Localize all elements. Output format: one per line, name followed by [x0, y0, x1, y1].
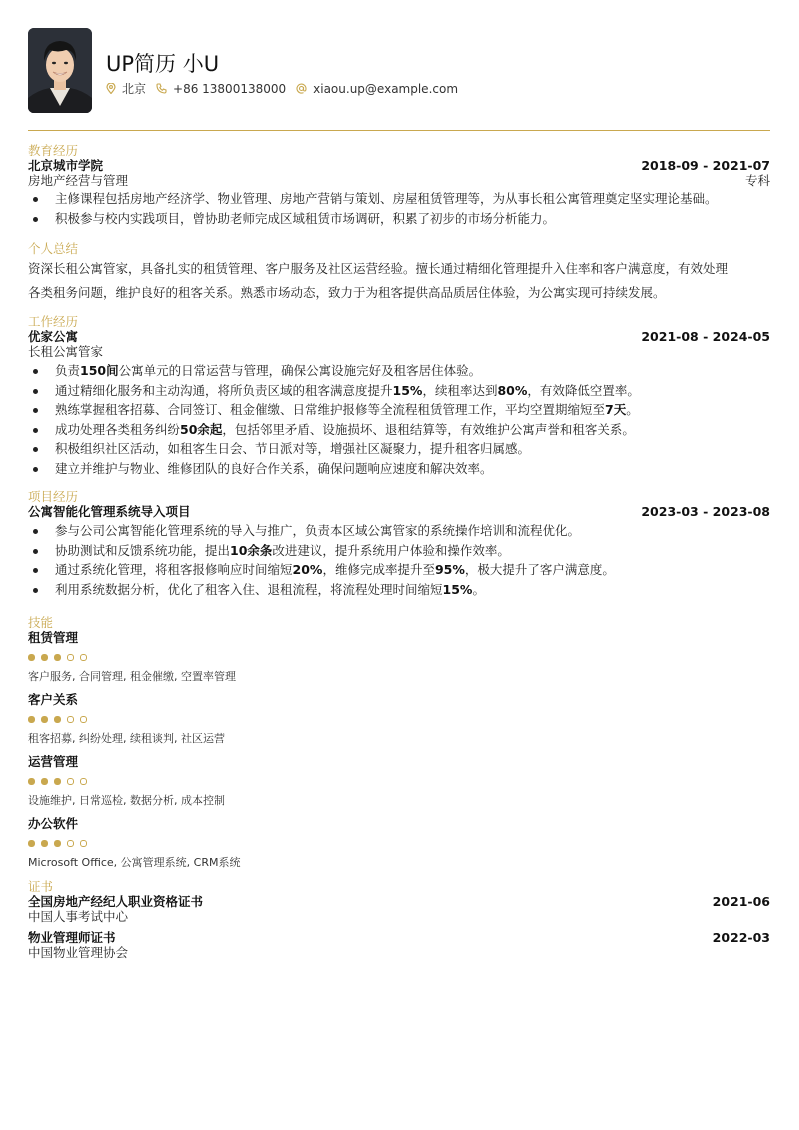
bullet-item: 协助测试和反馈系统功能，提出10余条改进建议，提升系统用户体验和操作效率。	[28, 541, 770, 561]
bullet-item: 积极组织社区活动，如租客生日会、节日派对等，增强社区凝聚力，提升租客归属感。	[28, 439, 770, 459]
skill-level-dots	[28, 645, 770, 669]
skill-name: 办公软件	[28, 816, 79, 831]
contact-phone	[156, 82, 286, 96]
work-entry-sub	[28, 344, 770, 359]
skill-dot-filled	[54, 778, 61, 785]
project-entry-header	[28, 504, 770, 519]
skill-dot-empty	[80, 654, 87, 661]
company-name: 优家公寓	[28, 329, 79, 344]
summary-text	[28, 257, 770, 305]
education-bullets	[28, 189, 770, 228]
skills-section	[28, 616, 770, 878]
skill-dot-filled	[54, 716, 61, 723]
location-text: 北京	[122, 82, 147, 96]
skill-dot-filled	[28, 840, 35, 847]
education-section	[28, 144, 770, 228]
education-date: 2018-09 - 2021-07	[641, 158, 770, 173]
skill-level-dots	[28, 707, 770, 731]
education-entry-header	[28, 158, 770, 173]
skill-dot-filled	[28, 654, 35, 661]
contact-email[interactable]	[296, 82, 458, 96]
skills-list	[28, 630, 770, 878]
skill-name: 运营管理	[28, 754, 79, 769]
skill-dot-filled	[28, 778, 35, 785]
summary-heading: 个人总结	[28, 241, 79, 256]
bullet-item: 通过系统化管理，将租客报修响应时间缩短20%，维修完成率提升至95%，极大提升了客户满意度。	[28, 560, 770, 580]
contact-info	[106, 80, 468, 97]
skill-dot-filled	[54, 840, 61, 847]
bullet-item: 通过精细化服务和主动沟通，将所负责区域的租客满意度提升15%，续租率达到80%，有效降低空置率。	[28, 381, 770, 401]
summary-section	[28, 242, 770, 305]
skill-item	[28, 754, 770, 816]
certificate-header	[28, 930, 770, 945]
skill-item	[28, 692, 770, 754]
skill-keywords: 设施维护, 日常巡检, 数据分析, 成本控制	[28, 794, 225, 807]
skill-dot-filled	[41, 840, 48, 847]
skill-name: 租赁管理	[28, 630, 79, 645]
certificate-date: 2022-03	[712, 930, 770, 945]
skill-dot-filled	[41, 654, 48, 661]
work-heading: 工作经历	[28, 314, 79, 329]
certificate-date: 2021-06	[712, 894, 770, 909]
project-date: 2023-03 - 2023-08	[641, 504, 770, 519]
candidate-name: UP简历 小U	[106, 52, 220, 76]
job-role: 长租公寓管家	[28, 344, 104, 359]
skill-dot-empty	[80, 840, 87, 847]
project-name: 公寓智能化管理系统导入项目	[28, 504, 191, 519]
education-heading: 教育经历	[28, 143, 79, 158]
school-name: 北京城市学院	[28, 158, 104, 173]
skill-keywords: 客户服务, 合同管理, 租金催缴, 空置率管理	[28, 670, 236, 683]
avatar-photo	[28, 28, 92, 113]
projects-heading: 项目经历	[28, 489, 79, 504]
project-bullets	[28, 521, 770, 599]
skill-dot-filled	[28, 716, 35, 723]
contact-location	[106, 80, 146, 97]
map-pin-icon	[106, 83, 116, 94]
header-divider	[28, 130, 770, 131]
degree: 专科	[744, 173, 770, 188]
certificate-name: 全国房地产经纪人职业资格证书	[28, 894, 204, 909]
certificate-issuer: 中国人事考试中心	[28, 909, 129, 924]
skill-item	[28, 816, 770, 878]
skill-dot-empty	[80, 716, 87, 723]
summary-line: 各类租务问题，维护良好的租客关系。熟悉市场动态，致力于为租客提供高品质居住体验，为公寓实现可持续发展。	[28, 285, 666, 300]
avatar	[28, 28, 92, 113]
skill-dot-empty	[67, 778, 74, 785]
skill-dot-empty	[80, 778, 87, 785]
bullet-item: 积极参与校内实践项目，曾协助老师完成区域租赁市场调研，积累了初步的市场分析能力。	[28, 209, 770, 229]
work-bullets	[28, 361, 770, 479]
education-entry-sub	[28, 173, 770, 188]
bullet-item: 参与公司公寓智能化管理系统的导入与推广，负责本区域公寓管家的系统操作培训和流程优化。	[28, 521, 770, 541]
skill-item	[28, 630, 770, 692]
bullet-item: 负责150间公寓单元的日常运营与管理，确保公寓设施完好及租客居住体验。	[28, 361, 770, 381]
skill-name: 客户关系	[28, 692, 79, 707]
skills-heading: 技能	[28, 615, 54, 630]
skill-dot-filled	[41, 716, 48, 723]
work-section	[28, 315, 770, 479]
email-link[interactable]: xiaou.up@example.com	[313, 81, 459, 96]
certificate-name: 物业管理师证书	[28, 930, 116, 945]
bullet-item: 建立并维护与物业、维修团队的良好合作关系，确保问题响应速度和解决效率。	[28, 459, 770, 479]
skill-dot-empty	[67, 654, 74, 661]
skill-dot-empty	[67, 840, 74, 847]
projects-section	[28, 490, 770, 599]
major: 房地产经营与管理	[28, 173, 129, 188]
skill-dot-filled	[54, 654, 61, 661]
bullet-item: 熟练掌握租客招募、合同签订、租金催缴、日常维护报修等全流程租赁管理工作，平均空置期缩短至7天。	[28, 400, 770, 420]
skill-level-dots	[28, 831, 770, 855]
skill-keywords: Microsoft Office, 公寓管理系统, CRM系统	[28, 856, 241, 869]
certificate-item	[28, 930, 770, 966]
skill-keywords: 租客招募, 纠纷处理, 续租谈判, 社区运营	[28, 732, 225, 745]
work-date: 2021-08 - 2024-05	[641, 329, 770, 344]
bullet-item: 成功处理各类租务纠纷50余起，包括邻里矛盾、设施损坏、退租结算等，有效维护公寓声誉和租客关系。	[28, 420, 770, 440]
bullet-item: 利用系统数据分析，优化了租客入住、退租流程，将流程处理时间缩短15%。	[28, 580, 770, 600]
bullet-item: 主修课程包括房地产经济学、物业管理、房地产营销与策划、房屋租赁管理等，为从事长租公寓管理奠定坚实理论基础。	[28, 189, 770, 209]
certificates-heading: 证书	[28, 879, 54, 894]
at-sign-icon	[296, 83, 307, 94]
certificate-item	[28, 894, 770, 930]
certificate-issuer: 中国物业管理协会	[28, 945, 129, 960]
phone-icon	[156, 83, 167, 94]
certificate-header	[28, 894, 770, 909]
resume-header	[28, 28, 770, 116]
skill-level-dots	[28, 769, 770, 793]
phone-text: +86 13800138000	[173, 81, 287, 96]
skill-dot-filled	[41, 778, 48, 785]
skill-dot-empty	[67, 716, 74, 723]
certificates-section	[28, 880, 770, 966]
summary-line: 资深长租公寓管家，具备扎实的租赁管理、客户服务及社区运营经验。擅长通过精细化管理提升入住率和客户满意度，有效处理	[28, 261, 729, 276]
work-entry-header	[28, 329, 770, 344]
